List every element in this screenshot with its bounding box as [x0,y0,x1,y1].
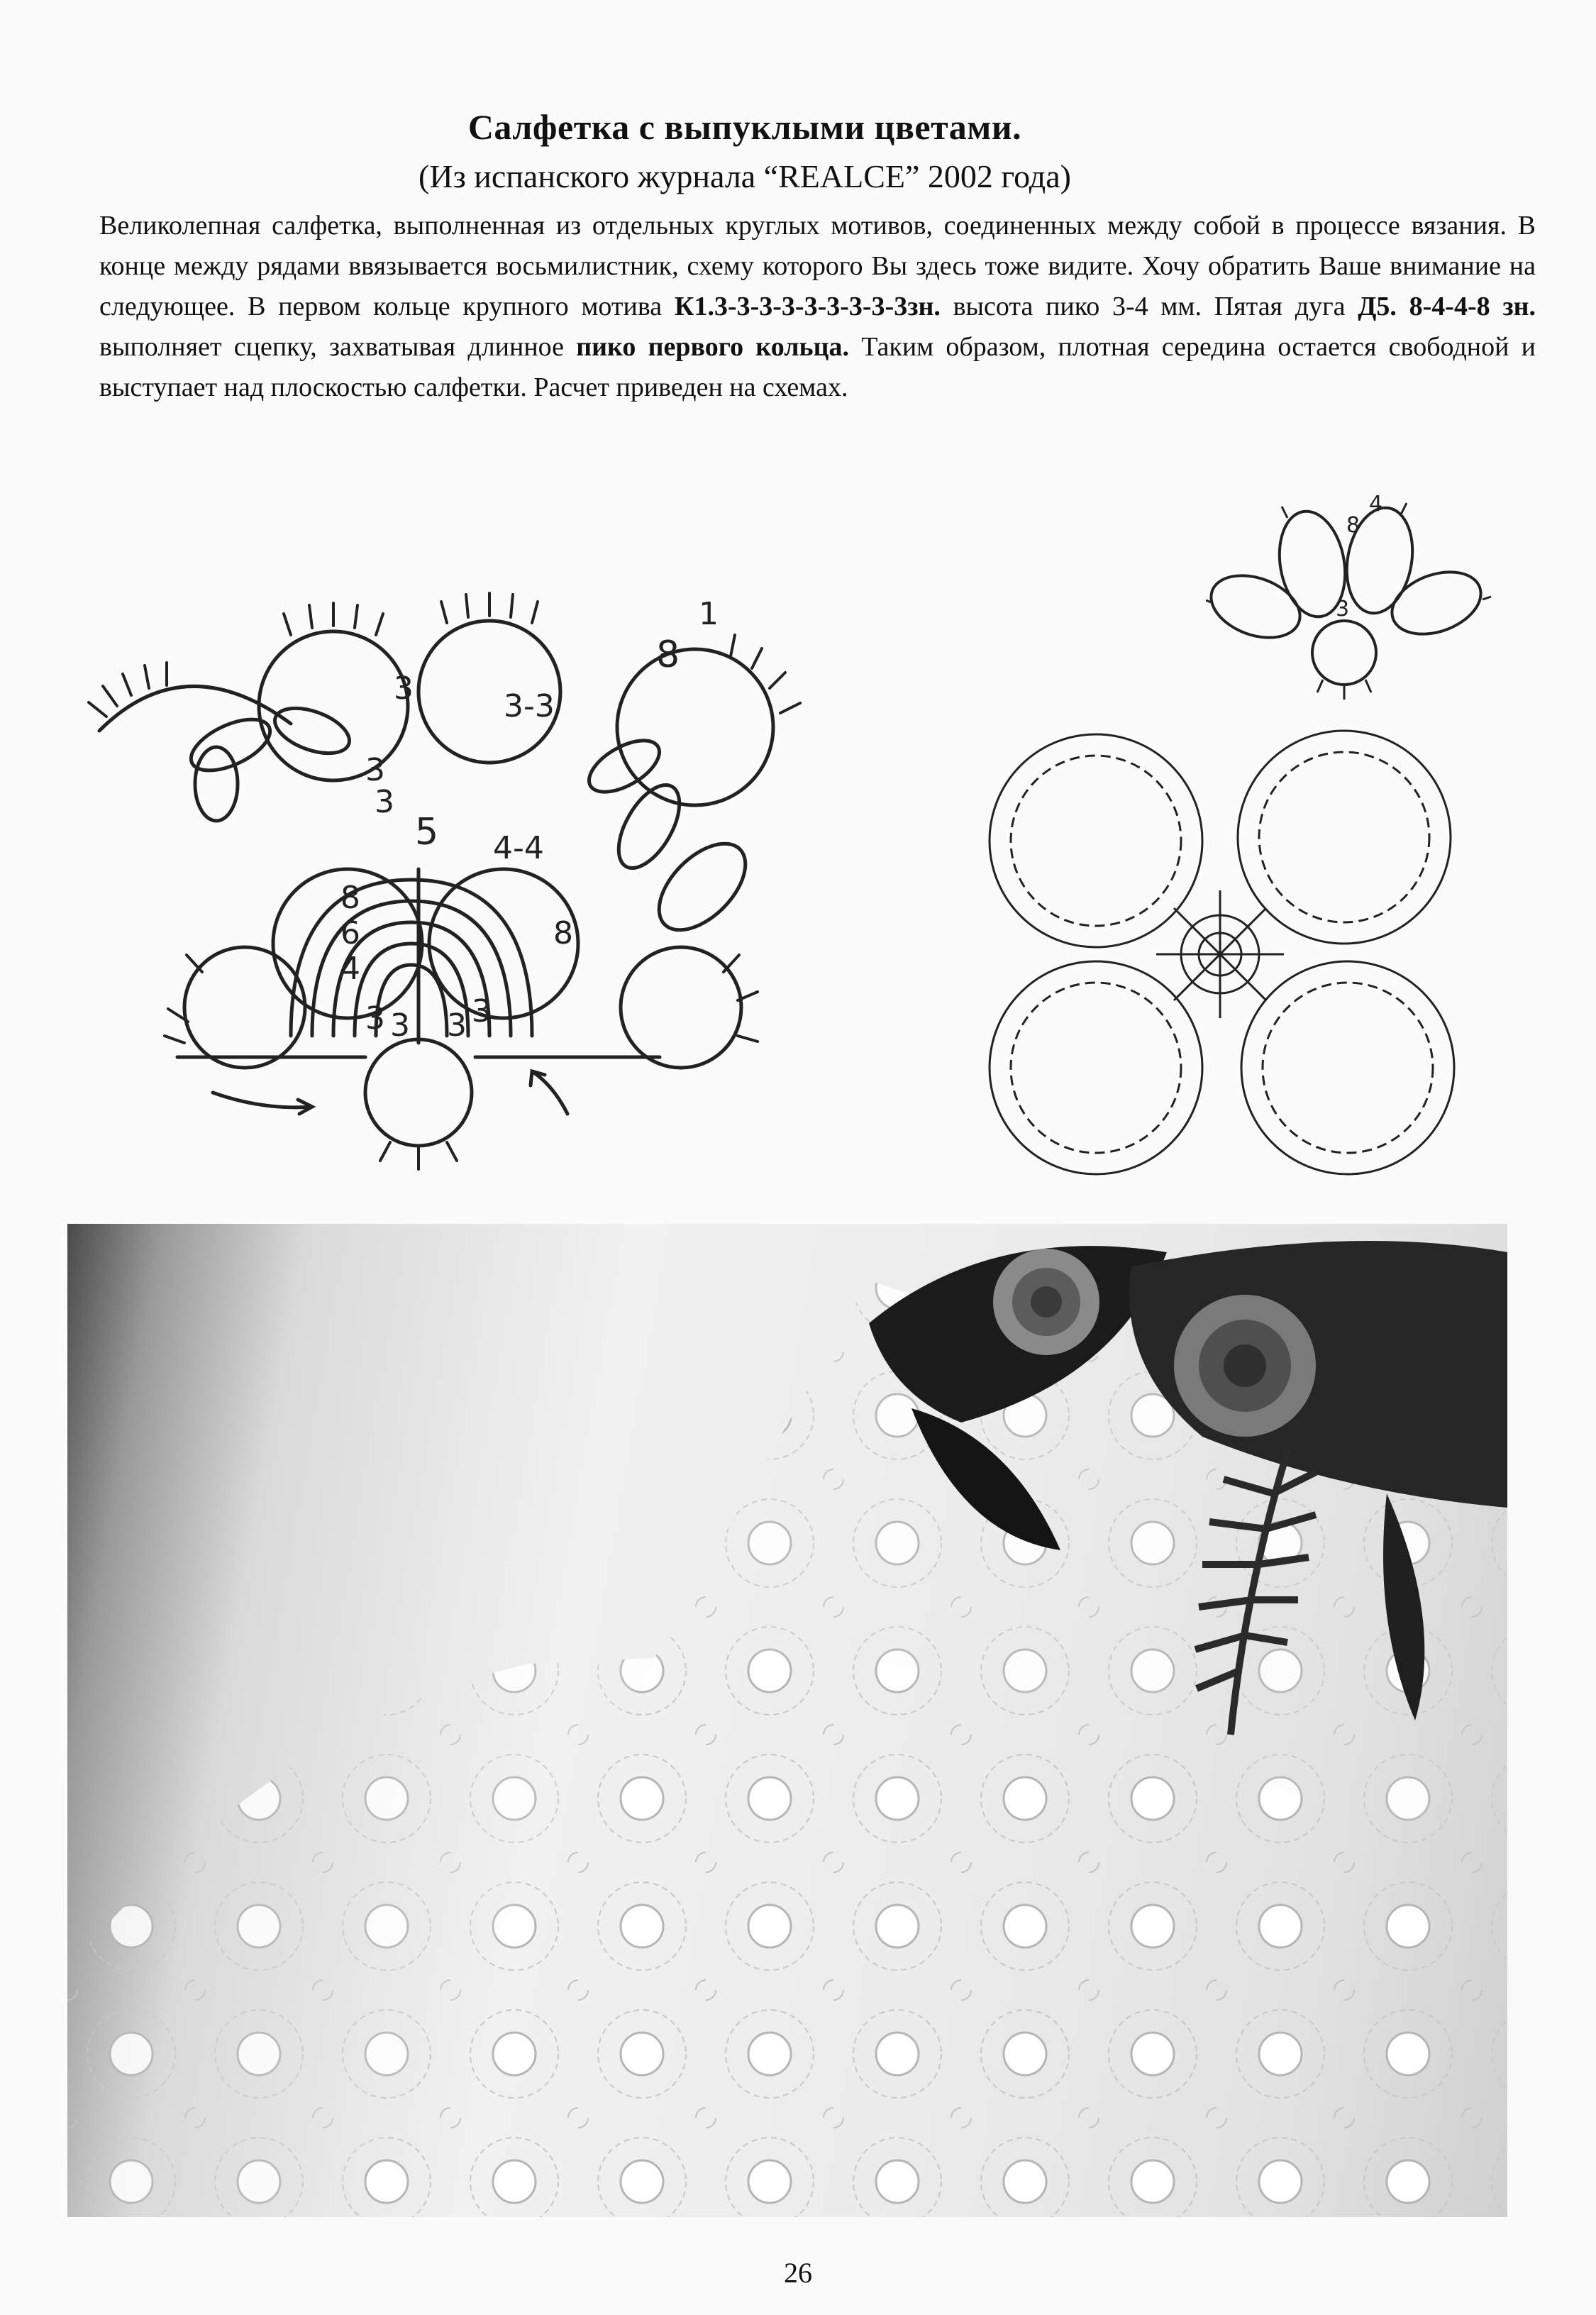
body-paragraph [99,206,1536,408]
motif-label: 4 [340,951,360,987]
body-text-3: выполняет сцепку, захватывая длинное [99,332,577,362]
motif-label: 3 [472,993,492,1029]
document-title: Салфетка с выпуклыми цветами. [467,107,1022,147]
motif-label: 8 [656,634,680,676]
motif-label: 4-4 [493,830,544,866]
document-subtitle: (Из испанского журнала “REALCE” 2002 года) [419,158,1071,194]
assembly-diagram [961,713,1486,1203]
motif-label: 3 [390,1007,410,1044]
body-bold-3: пико первого кольца. [576,332,850,362]
motif-label: 3 [447,1007,467,1044]
motif-label: 3 [365,1000,385,1037]
flower-label: 4 [1369,492,1383,516]
flower-label: 8 [1346,513,1361,538]
motif-label: 8 [340,880,360,916]
motif-label: 3 [375,784,394,820]
doily-photo [67,1224,1507,2217]
motif-label: 1 [699,596,719,632]
motif-label: 8 [553,915,573,951]
motif-label: 3-3 [504,688,555,724]
body-text-4: Таким образом, плотная середина остается свободной и выступает над плоскостью салфетки. Расчет приведен на схемах. [99,332,1536,402]
motif-diagram [78,546,858,1171]
flower-diagram [1206,490,1504,709]
body-text-2: высота пико 3-4 мм. Пятая дуга [940,292,1358,321]
body-bold-1: К1.3-3-3-3-3-3-3-3-3зн. [674,292,941,321]
flower-label: 3 [1336,597,1350,621]
page-number: 26 [784,2257,812,2289]
body-text-1: Великолепная салфетка, выполненная из отдельных круглых мотивов, соединенных между собой в процессе вязания. В конце между рядами ввязывается восьмилистник, схему которого Вы здесь тоже видите. Хочу обратить Ваше внимание на следующее. В первом кольце крупного мотива [99,211,1536,321]
motif-label: 5 [415,811,439,853]
motif-label: 3 [365,752,385,788]
motif-label: 3 [394,670,414,707]
body-bold-2: Д5. 8-4-4-8 зн. [1358,292,1536,321]
motif-label: 6 [340,915,360,951]
